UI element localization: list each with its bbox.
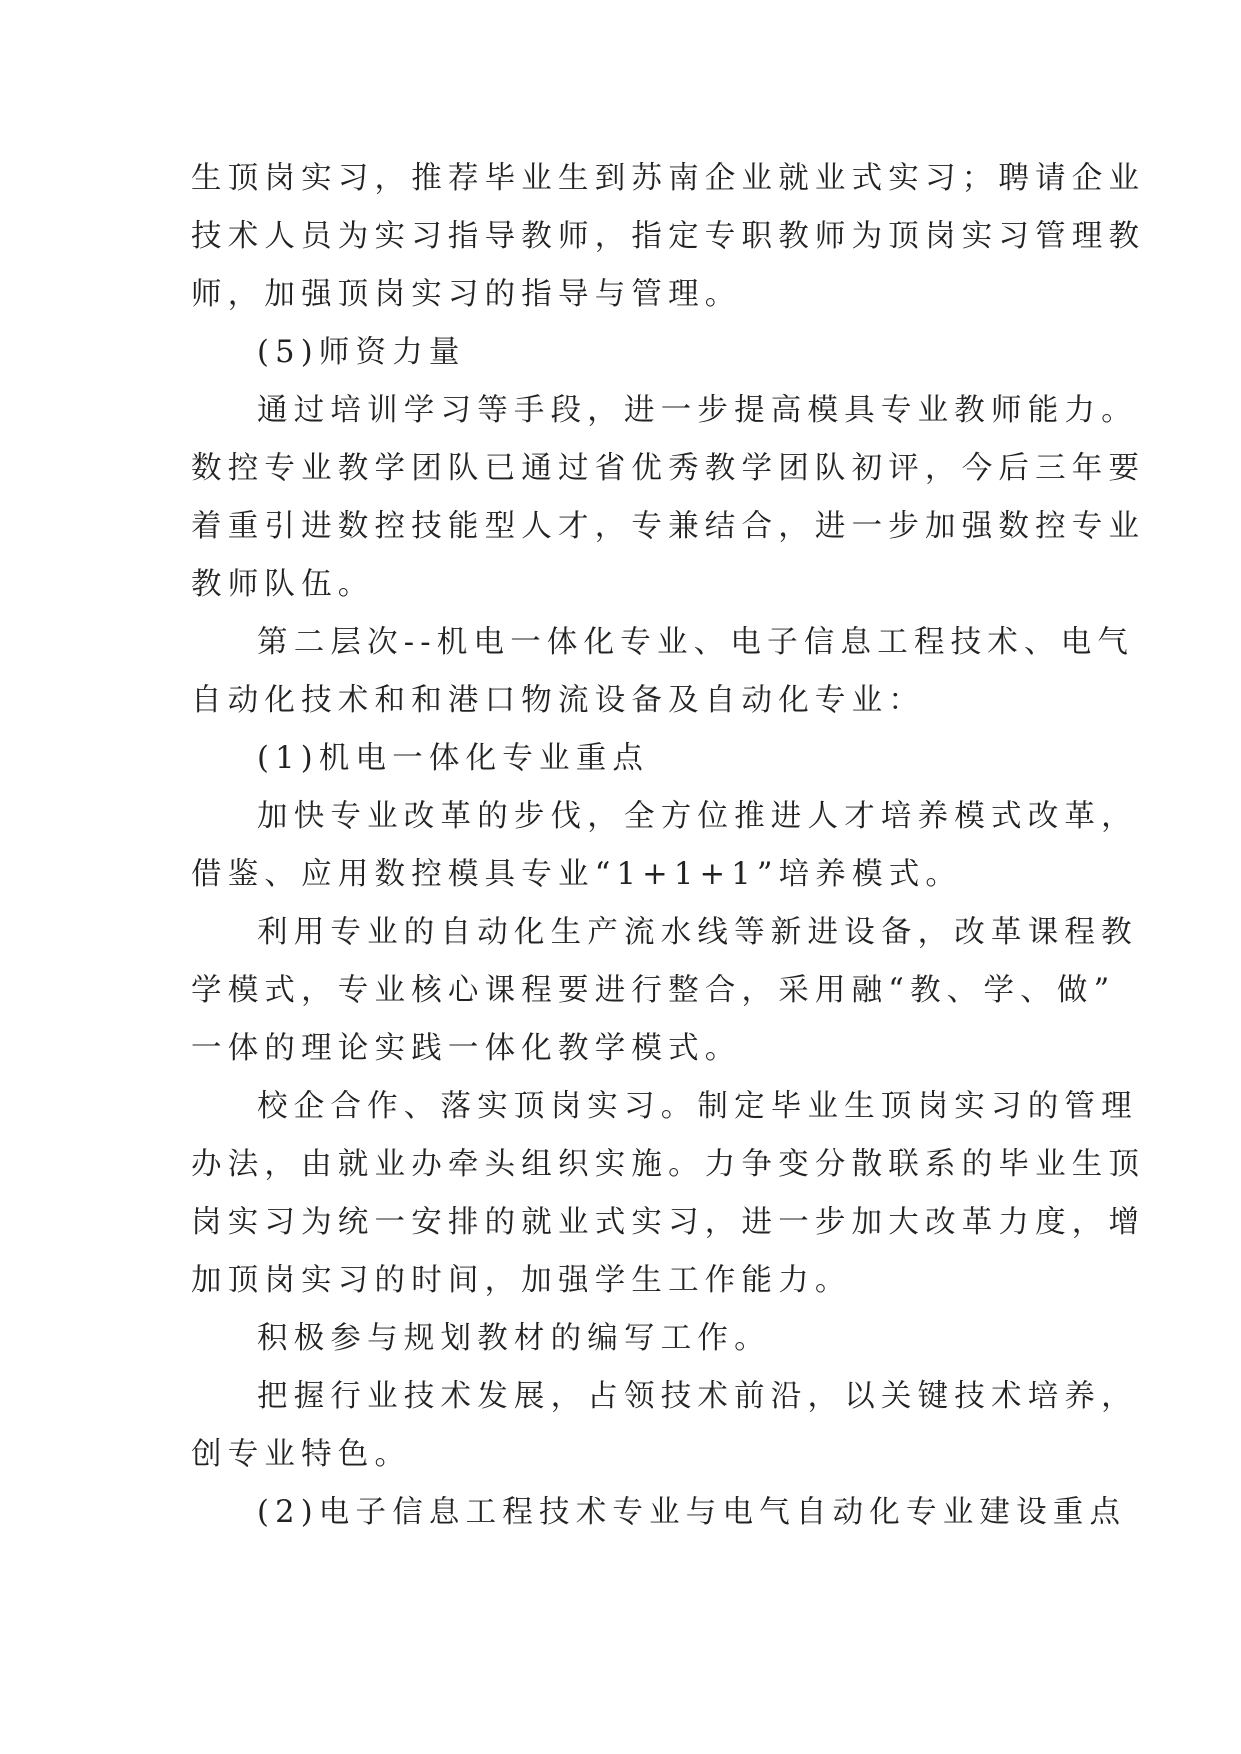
text-line: (2)电子信息工程技术专业与电气自动化专业建设重点 <box>257 1495 1127 1530</box>
text-line: 校企合作、落实顶岗实习。制定毕业生顶岗实习的管理 <box>257 1089 1138 1124</box>
text-line: 自动化技术和和港口物流设备及自动化专业： <box>191 683 925 718</box>
body-text <box>191 150 1146 1542</box>
text-line: 第二层次--机电一体化专业、电子信息工程技术、电气 <box>257 625 1135 660</box>
text-line: 利用专业的自动化生产流水线等新进设备，改革课程教 <box>257 915 1138 950</box>
text-line: 数控专业教学团队已通过省优秀教学团队初评，今后三年要 <box>191 451 1146 486</box>
text-line: 师，加强顶岗实习的指导与管理。 <box>191 277 742 312</box>
text-line: 教师队伍。 <box>191 567 375 602</box>
text-line: 办法，由就业办牵头组织实施。力争变分散联系的毕业生顶 <box>191 1147 1146 1182</box>
text-line: 着重引进数控技能型人才，专兼结合，进一步加强数控专业 <box>191 509 1146 544</box>
text-line: 积极参与规划教材的编写工作。 <box>257 1321 771 1356</box>
text-line: 加顶岗实习的时间，加强学生工作能力。 <box>191 1263 852 1298</box>
text-line: 岗实习为统一安排的就业式实习，进一步加大改革力度，增 <box>191 1205 1146 1240</box>
text-line: 创专业特色。 <box>191 1437 412 1472</box>
text-line: 加快专业改革的步伐，全方位推进人才培养模式改革， <box>257 799 1138 834</box>
text-line: 借鉴、应用数控模具专业“1+1+1”培养模式。 <box>191 857 963 892</box>
text-line: 学模式，专业核心课程要进行整合，采用融“教、学、做” <box>191 973 1116 1008</box>
text-line: 技术人员为实习指导教师，指定专职教师为顶岗实习管理教 <box>191 219 1146 254</box>
text-line: 一体的理论实践一体化教学模式。 <box>191 1031 742 1066</box>
text-line: 通过培训学习等手段，进一步提高模具专业教师能力。 <box>257 393 1138 428</box>
text-line: 生顶岗实习，推荐毕业生到苏南企业就业式实习；聘请企业 <box>191 161 1146 196</box>
text-line: (5)师资力量 <box>257 335 466 370</box>
text-line: (1)机电一体化专业重点 <box>257 741 650 776</box>
text-line: 把握行业技术发展，占领技术前沿，以关键技术培养， <box>257 1379 1138 1414</box>
